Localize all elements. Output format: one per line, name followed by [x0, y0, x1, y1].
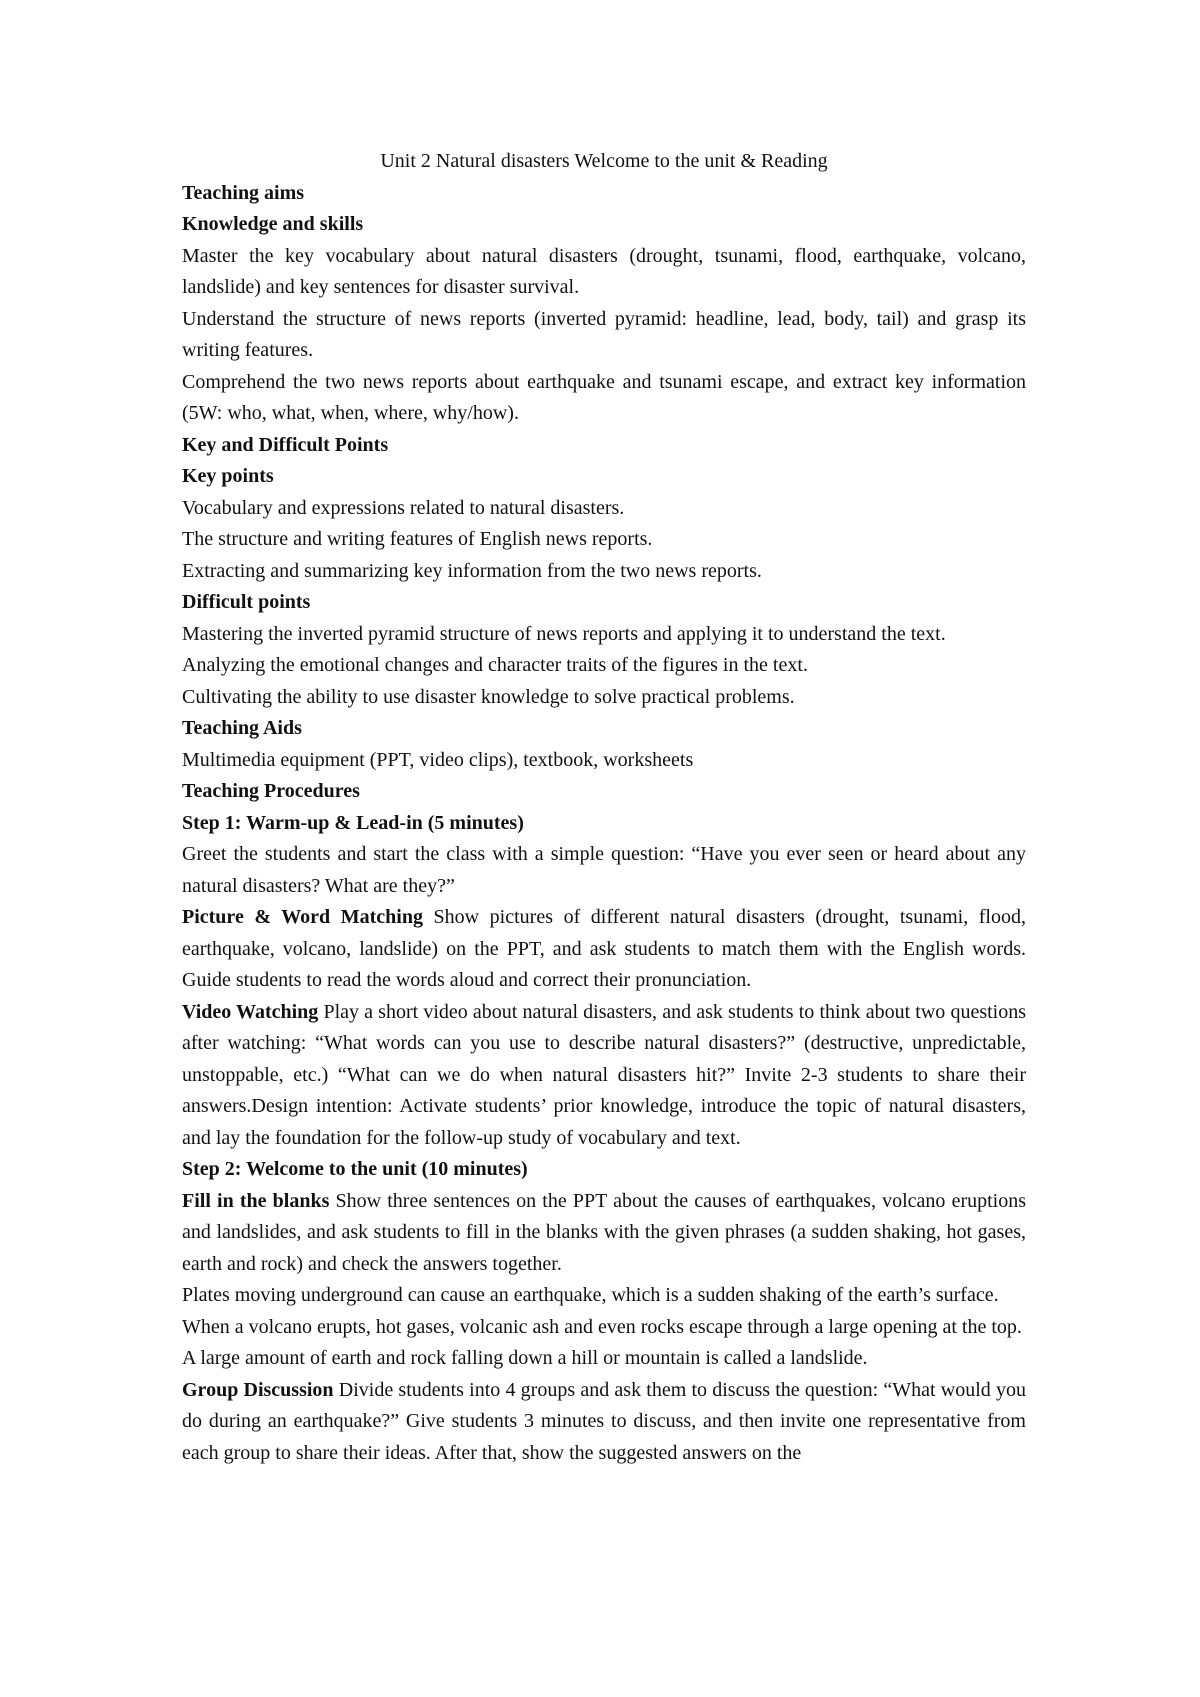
- paragraph: A large amount of earth and rock falling down a hill or mountain is called a landslide.: [182, 1347, 868, 1369]
- paragraph-lead: Video Watching: [182, 1000, 319, 1023]
- paragraph: Vocabulary and expressions related to natural disasters.: [182, 496, 625, 519]
- paragraph: Understand the structure of news reports (inverted pyramid: headline, lead, body, tail) and grasp its writing features.: [182, 307, 1026, 361]
- paragraph: When a volcano erupts, hot gases, volcanic ash and even rocks escape through a large opening at the top.: [182, 1315, 1022, 1338]
- paragraph: [182, 1186, 1026, 1281]
- section-heading: Step 1: Warm-up & Lead-in (5 minutes): [182, 811, 524, 834]
- paragraph: Analyzing the emotional changes and character traits of the figures in the text.: [182, 654, 808, 676]
- paragraph: Master the key vocabulary about natural disasters (drought, tsunami, flood, earthquake, volcano, landslide) and key sentences for disaster survival.: [182, 244, 1026, 298]
- paragraph: Plates moving underground can cause an earthquake, which is a sudden shaking of the earth’s surface.: [182, 1284, 999, 1306]
- paragraph-text: Play a short video about natural disasters, and ask students to think about two questions after watching: “What words can you use to describe natural disasters?” (destructive, unpredictable, unstoppable, etc.) “What can we do when natural disasters hit?” Invite 2-3 students to share their answers.Design intention: Activate students’ prior knowledge, introduce the topic of natural disasters, and lay the foundation for the follow-up study of vocabulary and text.: [182, 1000, 1026, 1149]
- document-body: [182, 178, 1026, 1470]
- paragraph: Greet the students and start the class with a simple question: “Have you ever seen or heard about any natural disasters? What are they?”: [182, 843, 1026, 897]
- paragraph-text: Show three sentences on the PPT about the causes of earthquakes, volcano eruptions and landslides, and ask students to fill in the blanks with the given phrases (a sudden shaking, hot gases, earth and rock) and check the answers together.: [182, 1189, 1026, 1275]
- paragraph-lead: Fill in the blanks: [182, 1189, 330, 1212]
- paragraph: Extracting and summarizing key information from the two news reports.: [182, 559, 762, 582]
- paragraph-text: Divide students into 4 groups and ask them to discuss the question: “What would you do during an earthquake?” Give students 3 minutes to discuss, and then invite one representative from each group to share their ideas. After that, show the suggested answers on the: [182, 1378, 1026, 1464]
- section-heading: Key and Difficult Points: [182, 433, 389, 456]
- paragraph: [182, 902, 1026, 997]
- section-heading: Teaching Procedures: [182, 780, 360, 802]
- paragraph: [182, 997, 1026, 1155]
- paragraph: Cultivating the ability to use disaster knowledge to solve practical problems.: [182, 685, 795, 708]
- document-page: [182, 146, 1026, 1469]
- section-heading: Key points: [182, 465, 274, 487]
- paragraph-lead: Picture & Word Matching: [182, 906, 423, 928]
- paragraph: Comprehend the two news reports about earthquake and tsunami escape, and extract key information (5W: who, what, when, where, why/how).: [182, 370, 1026, 424]
- paragraph-text: Show pictures of different natural disasters (drought, tsunami, flood, earthquake, volcano, landslide) on the PPT, and ask students to match them with the English words. Guide students to read the words aloud and correct their pronunciation.: [182, 906, 1026, 991]
- section-heading: Step 2: Welcome to the unit (10 minutes): [182, 1158, 528, 1180]
- section-heading: Teaching Aids: [182, 717, 302, 739]
- paragraph: Multimedia equipment (PPT, video clips), textbook, worksheets: [182, 748, 694, 771]
- paragraph-lead: Group Discussion: [182, 1378, 334, 1401]
- paragraph: Mastering the inverted pyramid structure of news reports and applying it to understand the text.: [182, 622, 946, 645]
- document-title: Unit 2 Natural disasters Welcome to the unit & Reading: [380, 150, 828, 172]
- section-heading: Knowledge and skills: [182, 213, 364, 235]
- paragraph: [182, 1375, 1026, 1470]
- section-heading: Teaching aims: [182, 181, 305, 204]
- section-heading: Difficult points: [182, 591, 311, 613]
- paragraph: The structure and writing features of English news reports.: [182, 528, 653, 550]
